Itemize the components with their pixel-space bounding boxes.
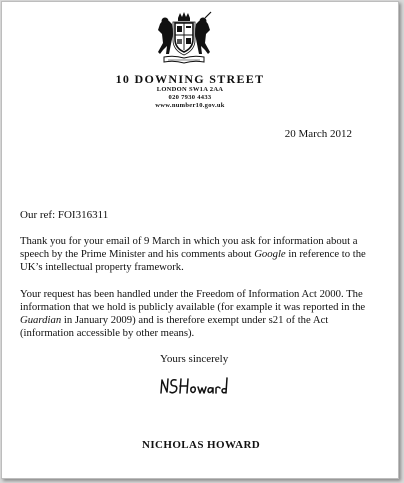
paragraph-2-emphasis: Guardian <box>20 314 62 326</box>
signer-name: NICHOLAS HOWARD <box>142 439 261 451</box>
paragraph-2-text-start: Your request has been handled under the Freedom of Information Act 2000. The information that we hold is publicly available (for example it was reported in the <box>20 288 366 313</box>
paragraph-2-text-end: in January 2009) and is therefore exempt under s21 of the Act (information accessible by other means). <box>20 314 329 339</box>
letterhead-website: www.number10.gov.uk <box>155 102 225 109</box>
royal-coat-of-arms-icon <box>154 10 214 66</box>
paragraph-1-text-start: Thank you for your email of 9 March in which you ask for information about a speech by the Prime Minister and his comments about <box>20 235 358 260</box>
paragraph-1-emphasis: Google <box>254 248 286 260</box>
body-paragraph-2 <box>20 288 380 340</box>
reference-number: Our ref: FOI316311 <box>20 209 109 221</box>
letterhead <box>102 72 278 110</box>
letter-date: 20 March 2012 <box>284 128 352 140</box>
body-paragraph-1 <box>20 235 380 274</box>
paragraph-1-text-end: in reference to the UK’s intellectual property framework. <box>20 248 366 273</box>
letterhead-title: 10 DOWNING STREET <box>115 72 265 86</box>
handwritten-signature <box>158 374 232 398</box>
letterhead-phone: 020 7930 4433 <box>168 94 212 101</box>
closing: Yours sincerely <box>160 353 229 365</box>
letter-page <box>1 1 399 479</box>
letterhead-address: LONDON SW1A 2AA <box>156 86 224 93</box>
